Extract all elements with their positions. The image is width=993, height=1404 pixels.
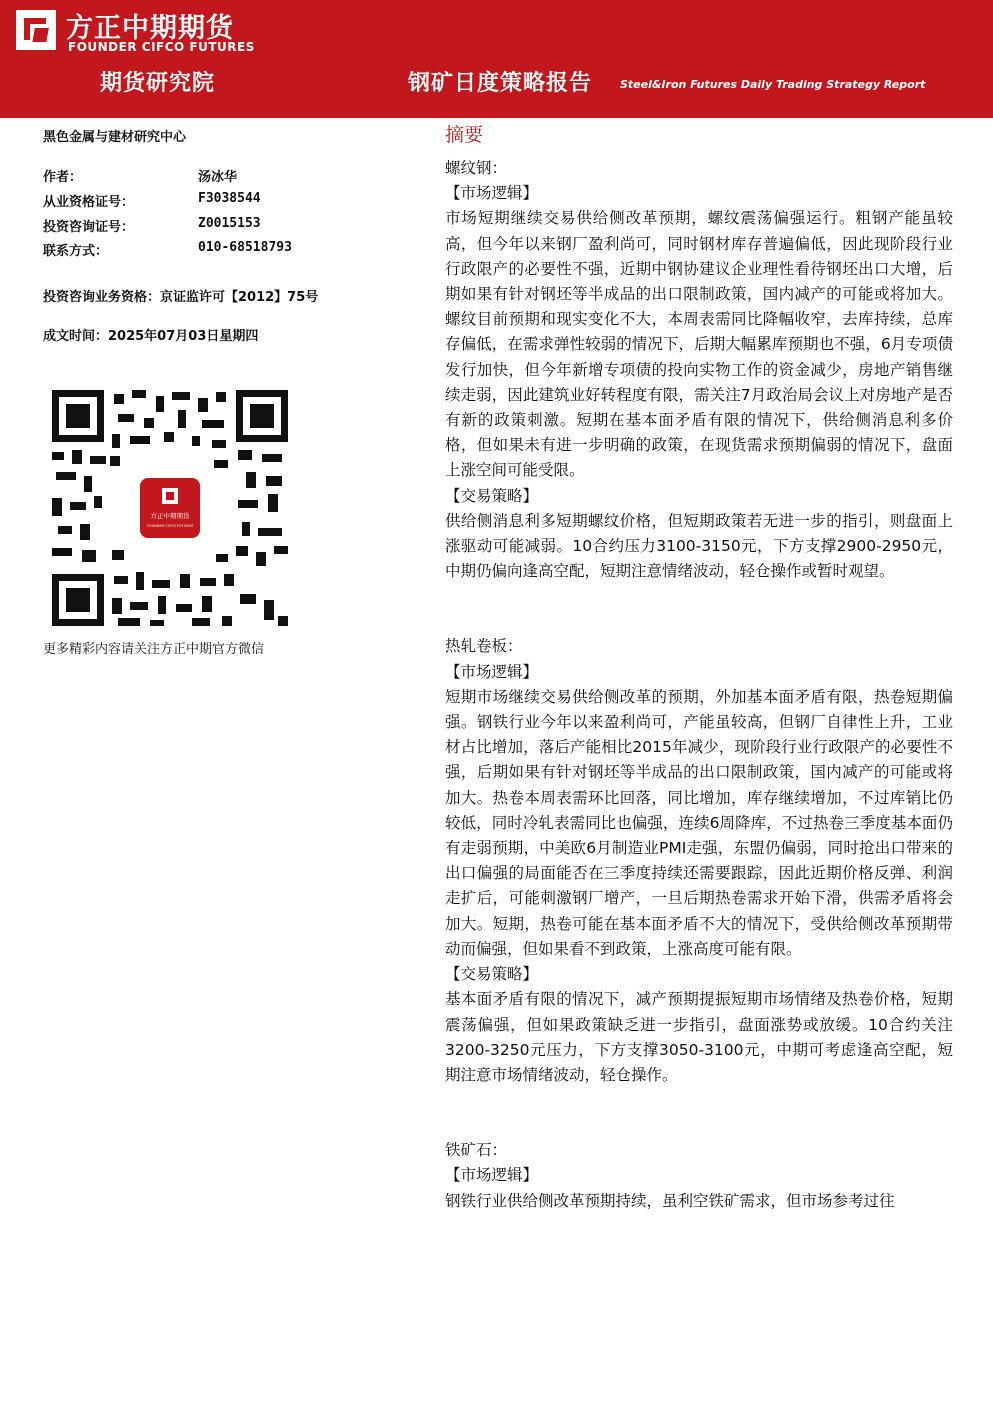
- report-header: [0, 0, 993, 118]
- rebar-logic-label: 【市场逻辑】: [445, 184, 539, 203]
- rebar-title: 螺纹钢：: [445, 159, 508, 177]
- publish-date: 成文时间：2025年07月03日星期四: [43, 329, 259, 344]
- qualification: 投资咨询业务资格：京证监许可【2012】75号: [43, 290, 319, 305]
- rebar-logic-text: 市场短期继续交易供给侧改革预期，螺纹震荡偏强运行。粗钢产能虽较高，但今年以来钢厂盈利尚可，同时钢材库存普遍偏低，因此现阶段行业行政限产的必要性不强，近期中钢协建议企业理性看待钢坯出口大增，后期如果有针对钢坯等半成品的出口限制政策，国内减产的可能或将加大。螺纹目前预期和现实变化不大，本周表需同比降幅收窄，去库持续，总库存偏低，在需求弹性较弱的情况下，后期大幅累库预期也不强，6月专项债发行加快，但今年新增专项债的投向实物工作的资金减少，房地产销售继续走弱，因此建筑业好转程度有限，需关注7月政治局会议上对房地产是否有新的政策刺激。短期在基本面矛盾有限的情况下，供给侧消息利多价格，但如果未有进一步明确的政策，在现货需求预期偏弱的情况下，盘面上涨空间可能受限。: [445, 209, 953, 480]
- iron-logic-label: 【市场逻辑】: [445, 1166, 539, 1185]
- consult-row: [43, 216, 261, 235]
- wechat-qr-code: [52, 390, 288, 626]
- cert-row: [43, 191, 261, 210]
- hrc-title: 热轧卷板：: [445, 637, 523, 656]
- contact-value: 010-68518793: [198, 240, 292, 255]
- report-title: 钢矿日度策略报告: [408, 71, 593, 96]
- hrc-logic-text: 短期市场继续交易供给侧改革的预期，外加基本面矛盾有限，热卷短期偏强。钢铁行业今年以来盈利尚可，产能虽较高，但钢厂自律性上升，工业材占比增加，落后产能相比2015年减少，现阶段行业行政限产的必要性不强，后期如果有针对钢坯等半成品的出口限制政策，国内减产的可能或将加大。热卷本周表需环比回落，同比增加，库存继续增加，不过库销比仍较低，同时冷轧表需同比也偏强，连续6周降库，不过热卷三季度基本面仍有走弱预期，中美欧6月制造业PMI走强，东盟仍偏弱，同时抢出口带来的出口偏强的局面能否在三季度持续还需要跟踪，因此近期价格反弹、利润走扩后，可能刺激钢厂增产，一旦后期热卷需求开始下滑，供需矛盾将会加大。短期，热卷可能在基本面矛盾不大的情况下，受供给侧改革预期带动而偏强，但如果看不到政策，上涨高度可能有限。: [445, 687, 953, 958]
- iron-logic-text: 钢铁行业供给侧改革预期持续，虽利空铁矿需求，但市场参考过往: [445, 1191, 895, 1210]
- institute-name: 期货研究院: [100, 71, 216, 96]
- rebar-strategy-text: 供给侧消息利多短期螺纹价格，但短期政策若无进一步的指引，则盘面上涨驱动可能减弱。10合约压力3100-3150元，下方支撑2900-2950元，中期仍偏向逢高空配，短期注意情绪波动，轻仓操作或暂时观望。: [445, 511, 953, 581]
- hrc-strategy-text: 基本面矛盾有限的情况下，减产预期提振短期市场情绪及热卷价格，短期震荡偏强，但如果政策缺乏进一步指引，盘面涨势或放缓。10合约关注3200-3250元压力，下方支撑3050-3100元，中期可考虑逢高空配，短期注意市场情绪波动，轻仓操作。: [445, 990, 953, 1084]
- author-label: 作者：: [43, 170, 83, 185]
- qr-logo-en: FOUNDER CIFCO FUTURES: [146, 524, 194, 528]
- brand-name-en: FOUNDER CIFCO FUTURES: [68, 40, 255, 54]
- founder-logo-icon: [16, 10, 56, 50]
- hrc-logic-label: 【市场逻辑】: [445, 662, 539, 681]
- consult-value: Z0015153: [198, 216, 261, 231]
- author-row: [43, 166, 238, 185]
- abstract-column: [445, 122, 953, 1214]
- iron-title: 铁矿石：: [445, 1141, 508, 1160]
- contact-row: [43, 240, 292, 259]
- cert-value: F3038544: [198, 191, 261, 206]
- research-center: 黑色金属与建材研究中心: [43, 130, 187, 145]
- report-title-en: Steel&Iron Futures Daily Trading Strategy Report: [620, 78, 926, 91]
- rebar-strategy-label: 【交易策略】: [445, 486, 539, 505]
- qr-caption: 更多精彩内容请关注方正中期官方微信: [43, 642, 265, 657]
- cert-label: 从业资格证号：: [43, 195, 135, 210]
- brand-name-cn: 方正中期期货: [66, 13, 234, 44]
- abstract-heading: 摘要: [445, 124, 484, 146]
- hrc-strategy-label: 【交易策略】: [445, 965, 539, 984]
- contact-label: 联系方式：: [43, 244, 109, 259]
- consult-label: 投资咨询证号：: [43, 220, 135, 235]
- qr-logo-cn: 方正中期期货: [150, 512, 190, 520]
- author-value: 汤冰华: [198, 170, 238, 185]
